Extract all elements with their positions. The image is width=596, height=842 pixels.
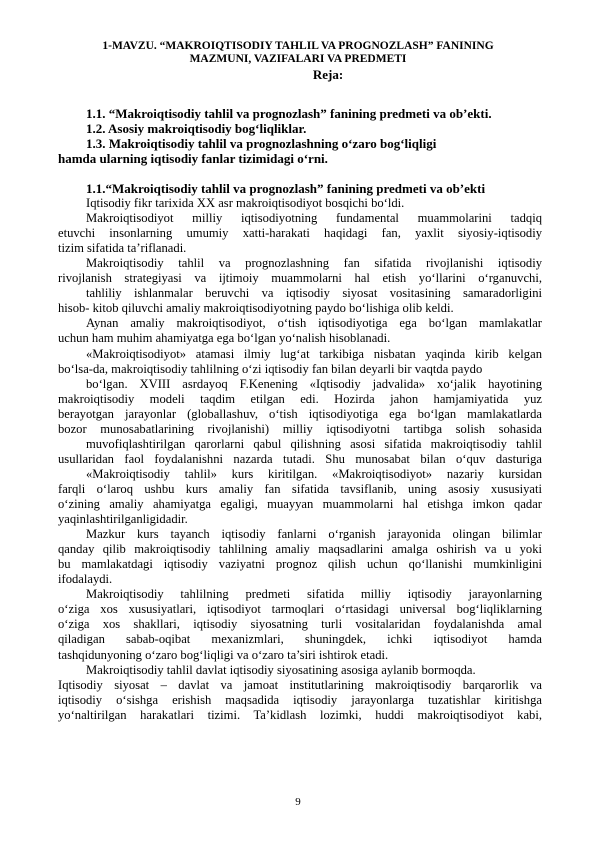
body-line: bozor munosabatlarining rivojlanishi) milliy iqtisodiyotni tartibga solish sohasida [58,421,542,436]
toc-item-1: 1.1. “Makroiqtisodiy tahlil va prognozlash” fanining predmeti va ob’ekti. [86,106,492,121]
body-line: qanday qilib makroiqtisodiy tahlilning amaliy maqsadlarini amalga oshirish va u yoki [58,542,542,557]
body-line: iqtisodiy o‘sishga erishish maqsadida iqtisodiy jarayonlarga tuzatishlar kiritishga [58,692,542,707]
body-line: berayotgan jarayonlar (globallashuv, o‘tish iqtisodiyotiga ega bo‘lgan mamlakatlarda [58,406,542,421]
body-line: «Makroiqtisodiyot» atamasi ilmiy lug‘at tarkibiga nisbatan yaqinda kirib kelgan [86,346,542,361]
chapter-title-line-1: 1-MAVZU. “MAKROIQTISODIY TAHLIL VA PROGNOZLASH” FANINING [102,40,494,52]
body-line: usullaridan faol foydalanishni nazarda tutadi. Shu munosabat bilan o‘quv dasturiga [58,451,542,466]
body-line: ifodalaydi. [58,572,113,587]
toc-item-2: 1.2. Asosiy makroiqtisodiy bog‘liqliklar. [86,121,307,136]
chapter-title-line-2: MAZMUNI, VAZIFALARI VA PREDMETI [189,53,407,65]
body-line: muvofiqlashtirilgan qarorlarni qabul qilishning asosi sifatida makroiqtisodiy tahlil [86,436,542,451]
body-line: tizim sifatida ta’riflanadi. [58,241,187,256]
body-line: bo‘lsa-da, makroiqtisodiy tahlilning o‘zi iqtisodiy fan bilan deyarli bir vaqtda paydo [58,361,483,376]
body-line: yo‘naltirilgan harakatlari tizimi. Ta’kidlash lozimki, huddi makroiqtisodiyot kabi, [58,707,542,722]
body-line: o‘ziga xos xususiyatlari, iqtisodiyot tarmoqlari o‘rtasidagi universal bog‘liqliklarning [58,602,542,617]
page-number: 9 [295,796,301,808]
body-line: makroiqtisodiy modeli taqdim etilgan edi. Hozirda jahon hamjamiyatida yuz [58,391,542,406]
body-line: bu mamlakatdagi iqtisodiy vaziyatni prognoz qilish uchun qo‘llanishi mumkinligini [58,557,542,572]
toc-item-3-continued: hamda ularning iqtisodiy fanlar tizimidagi o‘rni. [58,151,328,166]
section-title: 1.1.“Makroiqtisodiy tahlil va prognozlash” fanining predmeti va ob’ekti [86,181,486,196]
body-line: farqli o‘laroq ushbu kurs amaliy fan sifatida tavsiflanib, uning asosiy xususiyati [58,481,542,496]
body-line: Iqtisodiy fikr tarixida XX asr makroiqtisodiyot bosqichi bo‘ldi. [86,196,405,210]
body-line: rivojlanish strategiyasi va ijtimoiy muammolarni hal etish yo‘llarini o‘rganuvchi, [58,271,542,286]
body-line: etuvchi insonlarning umumiy xatti-harakati haqidagi fan, yaxlit siyosiy-iqtisodiy [58,226,542,241]
body-line: tahliliy ishlanmalar beruvchi va iqtisodiy siyosat vositasining samaradorligini [86,286,542,301]
body-line: Aynan amaliy makroiqtisodiyot, o‘tish iqtisodiyotiga ega bo‘lgan mamlakatlar [86,316,542,331]
body-line: Mazkur kurs tayanch iqtisodiy fanlarni o‘rganish jarayonida olingan bilimlar [86,527,542,542]
body-line: bo‘lgan. XVIII asrdayoq F.Kenening «Iqtisodiy jadvalida» xo‘jalik hayotining [86,376,542,391]
body-line: tashqidunyoning o‘zaro bog‘liqligi va o‘zaro ta’siri ishtirok etadi. [58,647,389,662]
body-line: hisob- kitob qiluvchi amaliy makroiqtisodiyotning paydo bo‘lishiga olib keldi. [58,301,454,316]
body-line: o‘ziga xos shakllari, iqtisodiy siyosatning turli vositalaridan foydalanishda amal [58,617,542,632]
plan-heading: Reja: [312,67,344,82]
body-line: Makroiqtisodiy tahlilning predmeti sifatida milliy iqtisodiy jarayonlarning [86,587,542,602]
body-line: Iqtisodiy siyosat – davlat va jamoat institutlarining makroiqtisodiy barqarorlik va [58,677,542,692]
toc-item-3: 1.3. Makroiqtisodiy tahlil va prognozlashning o‘zaro bog‘liqligi [86,136,437,151]
body-line: qiladigan sabab-oqibat mexanizmlari, shuningdek, ichki iqtisodiyot hamda [58,632,542,647]
body-line: Makroiqtisodiy tahlil davlat iqtisodiy siyosatining asosiga aylanib bormoqda. [86,662,476,677]
body-line: «Makroiqtisodiy tahlil» kurs kiritilgan. «Makroiqtisodiyot» nazariy kursidan [86,466,542,481]
body-line: Makroiqtisodiy tahlil va prognozlashning fan sifatida rivojlanishi iqtisodiy [86,256,542,271]
body-line: Makroiqtisodiyot milliy iqtisodiyotning fundamental muammolarini tadqiq [86,211,542,226]
body-line: uchun ham muhim ahamiyatga ega bo‘lgan yo‘nalish hisoblanadi. [58,331,391,346]
body-line: yaqinlashtirilganligidadir. [58,512,188,527]
body-line: o‘zining amaliy ahamiyatga egaligi, muayyan muammolarni hal etishga imkon qadar [58,497,542,511]
